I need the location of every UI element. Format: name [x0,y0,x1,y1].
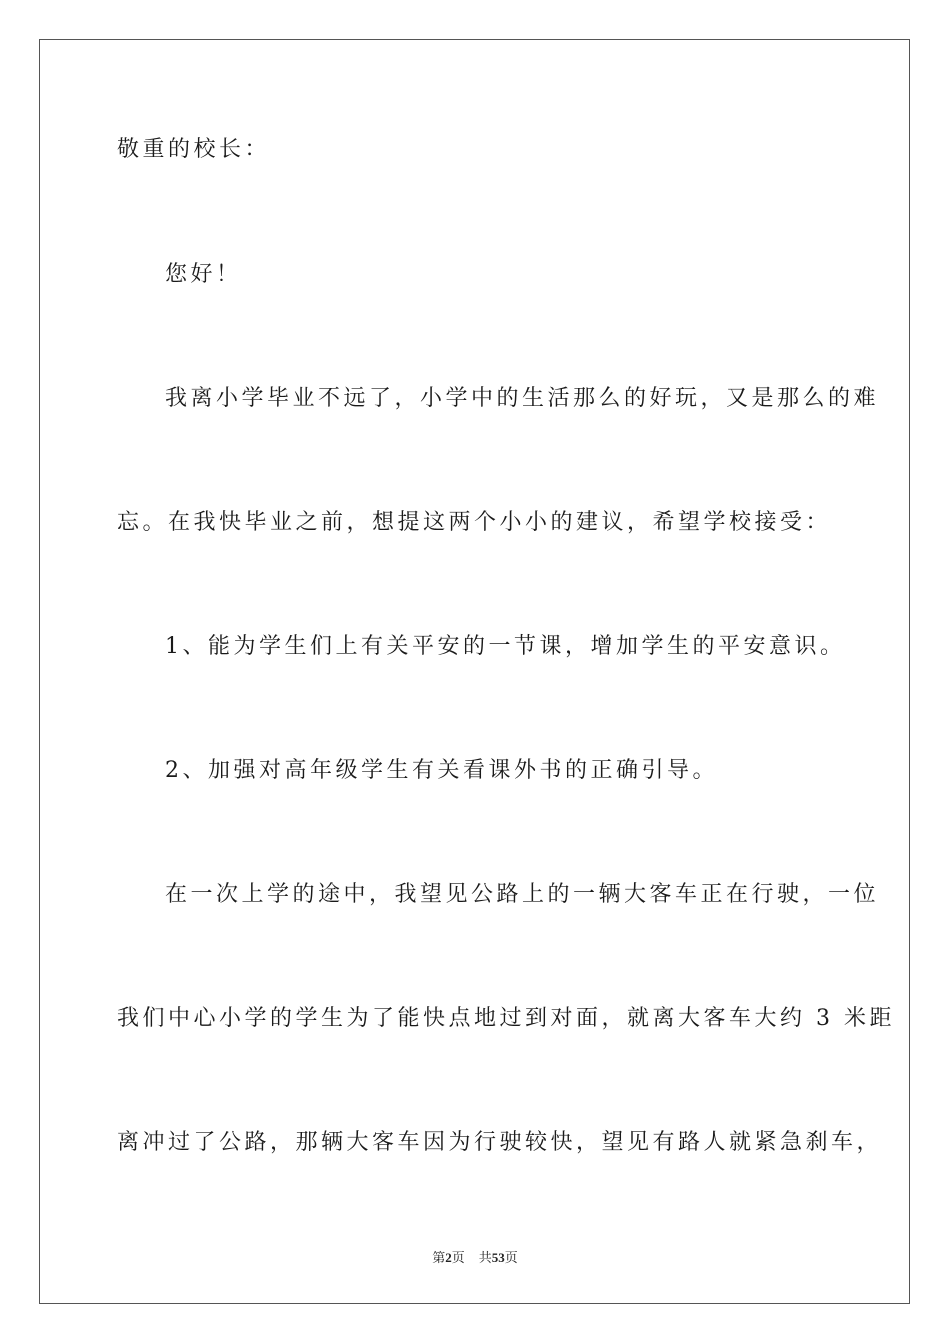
total-suffix: 页 [504,1250,518,1265]
suggestion-1: 1、能为学生们上有关平安的一节课，增加学生的平安意识。 [165,634,846,659]
salutation: 敬重的校长： [117,137,271,162]
page-current: 2 [445,1250,452,1265]
total-prefix: 共 [478,1250,492,1265]
paragraph-2-line-2: 我们中心小学的学生为了能快点地过到对面，就离大客车大约 3 米距 [117,1006,895,1031]
paragraph-2-line-3: 离冲过了公路，那辆大客车因为行驶较快，望见有路人就紧急刹车， [117,1130,883,1155]
paragraph-1-line-2: 忘。在我快毕业之前，想提这两个小小的建议，希望学校接受： [117,510,832,535]
paragraph-1-line-1: 我离小学毕业不远了，小学中的生活那么的好玩，又是那么的难 [165,386,880,411]
page-suffix: 页 [451,1250,465,1265]
paragraph-2-line-1: 在一次上学的途中，我望见公路上的一辆大客车正在行驶，一位 [165,882,880,907]
suggestion-2: 2、加强对高年级学生有关看课外书的正确引导。 [165,758,718,783]
page-footer [0,1247,950,1266]
greeting: 您好！ [165,262,242,287]
page-prefix: 第 [432,1250,446,1265]
page-total: 53 [491,1250,505,1265]
page-border [39,39,910,1304]
